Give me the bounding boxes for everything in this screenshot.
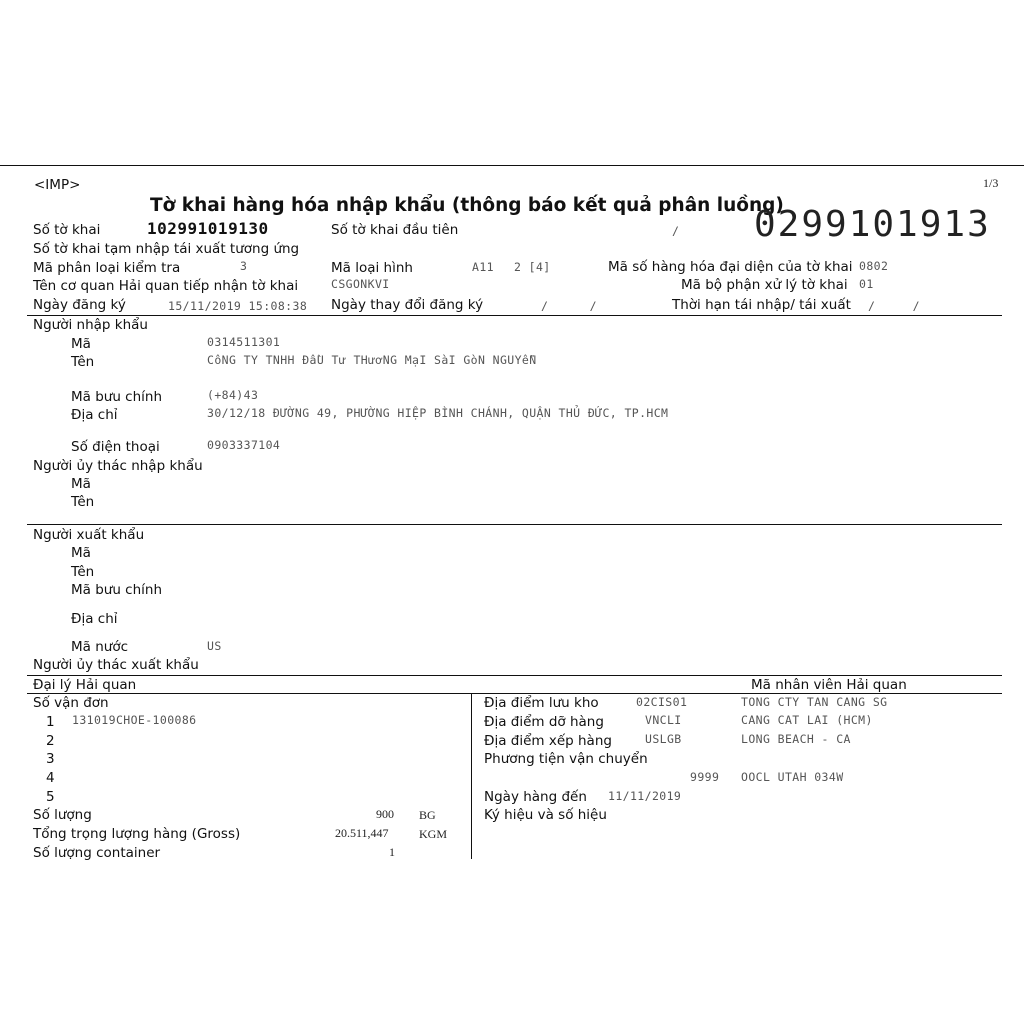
so-to-khai-label: Số tờ khai — [33, 222, 101, 238]
luu-kho-code: 02CIS01 — [636, 695, 688, 709]
bo-phan-value: 01 — [859, 277, 874, 291]
big-declaration-number: 0299101913 — [754, 204, 991, 245]
page-number: 1/3 — [983, 176, 999, 190]
ngay-den-value: 11/11/2019 — [608, 789, 682, 803]
van-don-no: 5 — [46, 789, 55, 805]
divider-2 — [27, 524, 1002, 525]
importer-buu-chinh-label: Mã bưu chính — [71, 389, 163, 405]
nhan-vien-label: Mã nhân viên Hải quan — [751, 677, 907, 693]
importer-ma-label: Mã — [71, 336, 91, 352]
co-quan-label: Tên cơ quan Hải quan tiếp nhận tờ khai — [33, 278, 299, 294]
ma-so-hang-label: Mã số hàng hóa đại diện của tờ khai — [608, 259, 853, 275]
container-label: Số lượng container — [33, 845, 161, 861]
trong-luong-unit: KGM — [419, 827, 448, 841]
tam-nhap-label: Số tờ khai tạm nhập tái xuất tương ứng — [33, 241, 300, 257]
trong-luong-value: 20.511,447 — [335, 826, 389, 840]
xep-hang-code: USLGB — [645, 732, 682, 746]
top-border — [0, 165, 1024, 166]
van-don-no: 1 — [46, 714, 55, 730]
form-tag: <IMP> — [34, 177, 81, 193]
so-luong-unit: BG — [419, 808, 436, 822]
ngay-dang-ky-label: Ngày đăng ký — [33, 297, 126, 313]
importer-ten-value: CôNG TY TNHH ĐầU Tư THươNG MạI SàI GòN NGUYễN — [207, 353, 537, 367]
exporter-ma-nuoc-label: Mã nước — [71, 639, 129, 655]
van-don-no: 4 — [46, 770, 55, 786]
container-value: 1 — [389, 845, 395, 859]
exporter-ten-label: Tên — [71, 564, 95, 580]
luu-kho-label: Địa điểm lưu kho — [484, 695, 599, 711]
exporter-buu-chinh-label: Mã bưu chính — [71, 582, 163, 598]
van-don-value: 131019CHOE-100086 — [72, 713, 197, 727]
ngay-thay-doi-label: Ngày thay đổi đăng ký — [331, 297, 484, 313]
so-luong-label: Số lượng — [33, 807, 92, 823]
importer-uy-thac-label: Người ủy thác nhập khẩu — [33, 458, 203, 474]
co-quan-value: CSGONKVI — [331, 277, 390, 291]
dai-ly-label: Đại lý Hải quan — [33, 677, 137, 693]
trong-luong-label: Tổng trọng lượng hàng (Gross) — [33, 826, 241, 842]
phuong-tien-name: OOCL UTAH 034W — [741, 770, 844, 784]
divider-1 — [27, 315, 1002, 316]
so-to-khai-value: 102991019130 — [147, 219, 269, 238]
importer-dia-chi-label: Địa chỉ — [71, 407, 118, 423]
phuong-tien-code: 9999 — [690, 770, 720, 784]
van-don-no: 2 — [46, 733, 55, 749]
van-don-no: 3 — [46, 751, 55, 767]
importer-ten-label: Tên — [71, 354, 95, 370]
phuong-tien-label: Phương tiện vận chuyển — [484, 751, 648, 767]
ma-loai-hinh-extra: 2 [4] — [514, 260, 551, 274]
bo-phan-label: Mã bộ phận xử lý tờ khai — [681, 277, 848, 293]
page-title: Tờ khai hàng hóa nhập khẩu (thông báo kết quả phân luồng) — [150, 195, 784, 216]
thoi-han-label: Thời hạn tái nhập/ tái xuất — [672, 297, 851, 313]
column-divider — [471, 693, 472, 859]
ma-phan-loai-label: Mã phân loại kiểm tra — [33, 260, 181, 276]
luu-kho-name: TONG CTY TAN CANG SG — [741, 695, 888, 709]
divider-3 — [27, 675, 1002, 676]
ngay-den-label: Ngày hàng đến — [484, 789, 587, 805]
so-van-don-label: Số vận đơn — [33, 695, 109, 711]
so-to-khai-dau-tien-label: Số tờ khai đầu tiên — [331, 222, 459, 238]
importer-section-label: Người nhập khẩu — [33, 317, 148, 333]
so-luong-value: 900 — [376, 807, 394, 821]
so-to-khai-dau-tien-slash: / — [672, 224, 680, 238]
importer-dien-thoai-value: 0903337104 — [207, 438, 281, 452]
do-hang-name: CANG CAT LAI (HCM) — [741, 713, 873, 727]
ky-hieu-label: Ký hiệu và số hiệu — [484, 807, 607, 823]
importer-dia-chi-value: 30/12/18 ĐƯỜNG 49, PHƯỜNG HIỆP BÌNH CHÁNH, QUẬN THỦ ĐỨC, TP.HCM — [207, 406, 669, 420]
divider-4 — [27, 693, 1002, 694]
exporter-ma-nuoc-value: US — [207, 639, 222, 653]
ma-loai-hinh-label: Mã loại hình — [331, 260, 413, 276]
exporter-section-label: Người xuất khẩu — [33, 527, 145, 543]
importer-ma-value: 0314511301 — [207, 335, 281, 349]
importer-dien-thoai-label: Số điện thoại — [71, 439, 160, 455]
exporter-dia-chi-label: Địa chỉ — [71, 611, 118, 627]
importer-uy-ten-label: Tên — [71, 494, 95, 510]
exporter-uy-thac-label: Người ủy thác xuất khẩu — [33, 657, 199, 673]
ma-loai-hinh-value: A11 — [472, 260, 494, 274]
do-hang-code: VNCLI — [645, 713, 682, 727]
xep-hang-name: LONG BEACH - CA — [741, 732, 851, 746]
importer-uy-ma-label: Mã — [71, 476, 91, 492]
ngay-thay-doi-value: / / — [541, 299, 597, 313]
ma-phan-loai-value: 3 — [240, 259, 248, 273]
ngay-dang-ky-value: 15/11/2019 15:08:38 — [168, 299, 308, 313]
importer-buu-chinh-value: (+84)43 — [207, 388, 259, 402]
exporter-ma-label: Mã — [71, 545, 91, 561]
thoi-han-value: / / — [868, 299, 920, 313]
ma-so-hang-value: 0802 — [859, 259, 889, 273]
do-hang-label: Địa điểm dỡ hàng — [484, 714, 604, 730]
xep-hang-label: Địa điểm xếp hàng — [484, 733, 612, 749]
